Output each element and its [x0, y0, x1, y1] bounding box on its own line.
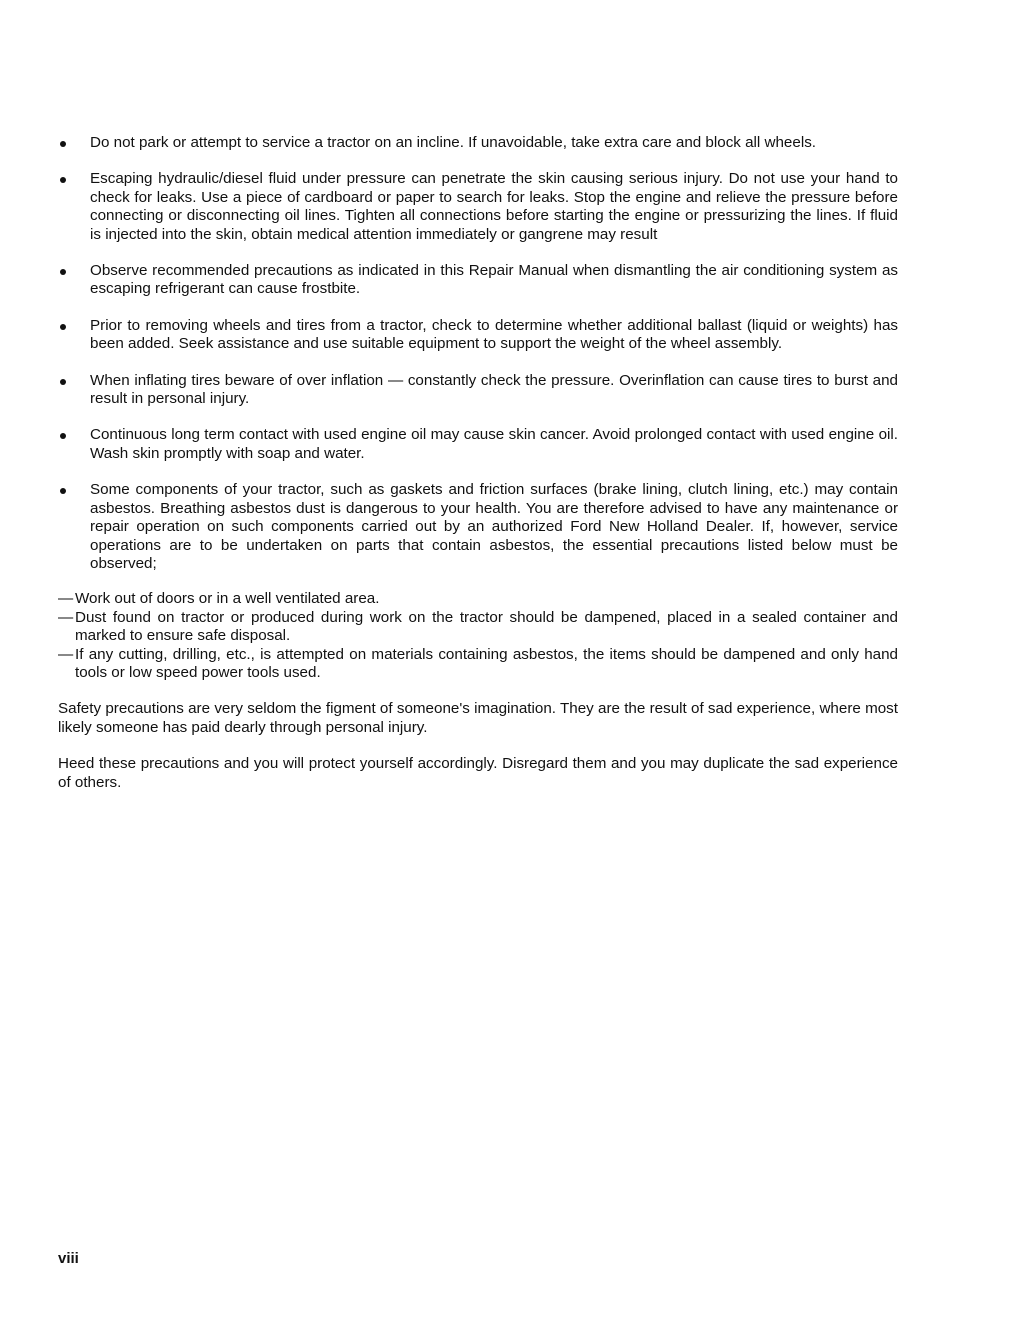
bullet-dot-icon [60, 488, 66, 494]
bullet-text: When inflating tires beware of over inflation — constantly check the pressure. Overinflation can cause tires to burst and result in personal injury. [90, 371, 898, 408]
asbestos-precaution-list [58, 590, 898, 682]
dash-item-hand-tools [58, 646, 898, 683]
safety-precautions-content [58, 134, 898, 792]
dash-item-ventilation [58, 590, 898, 608]
bullet-item-refrigerant [58, 262, 898, 299]
bullet-dot-icon [60, 379, 66, 385]
bullet-dot-icon [60, 141, 66, 147]
bullet-text: Observe recommended precautions as indicated in this Repair Manual when dismantling the air conditioning system as escaping refrigerant can cause frostbite. [90, 262, 898, 298]
dash-mark: — [58, 590, 74, 608]
bullet-dot-icon [60, 324, 66, 330]
bullet-text: Prior to removing wheels and tires from a tractor, check to determine whether additional ballast (liquid or weights) has been added. Seek assistance and use suitable equipment to support the weight of the wheel assembly. [90, 316, 898, 353]
bullet-text: Some components of your tractor, such as gaskets and friction surfaces (brake lining, clutch lining, etc.) may contain asbestos. Breathing asbestos dust is dangerous to your health. You are therefore advised to have any maintenance or repair operation on such components carried out by an authorized Ford New Holland Dealer. If, however, service operations are to be undertaken on parts that contain asbestos, the essential precautions listed below must be observed; [90, 481, 898, 572]
bullet-dot-icon [60, 177, 66, 183]
closing-paragraph-experience: Safety precautions are very seldom the figment of someone's imagination. They are the result of sad experience, where most likely someone has paid dearly through personal injury. [58, 700, 898, 736]
dash-text: Dust found on tractor or produced during work on the tractor should be dampened, placed in a sealed container and marked to ensure safe disposal. [75, 608, 898, 645]
bullet-text: Do not park or attempt to service a tractor on an incline. If unavoidable, take extra care and block all wheels. [90, 134, 817, 151]
bullet-item-hydraulic-fluid [58, 170, 898, 244]
bullet-item-tire-inflation [58, 372, 898, 409]
closing-paragraph-heed: Heed these precautions and you will protect yourself accordingly. Disregard them and you may duplicate the sad experience of others. [58, 755, 898, 791]
bullet-item-asbestos [58, 481, 898, 573]
bullet-item-wheels-ballast [58, 317, 898, 354]
dash-mark: — [58, 608, 74, 626]
bullet-text: Continuous long term contact with used engine oil may cause skin cancer. Avoid prolonged contact with used engine oil. Wash skin promptly with soap and water. [90, 426, 898, 462]
dash-mark: — [58, 645, 74, 663]
bullet-item-engine-oil [58, 426, 898, 463]
bullet-dot-icon [60, 269, 66, 275]
page-number: viii [58, 1250, 79, 1267]
bullet-item-incline [58, 134, 898, 152]
safety-bullet-list [58, 134, 898, 573]
dash-text: Work out of doors or in a well ventilated area. [75, 590, 380, 608]
bullet-dot-icon [60, 433, 66, 439]
dash-text: If any cutting, drilling, etc., is attempted on materials containing asbestos, the items should be dampened and only hand tools or low speed power tools used. [75, 645, 898, 681]
dash-item-dust-disposal [58, 609, 898, 646]
bullet-text: Escaping hydraulic/diesel fluid under pressure can penetrate the skin causing serious injury. Do not use your hand to check for leaks. Use a piece of cardboard or paper to search for leaks. Stop the engine and relieve the pressure before connecting or disconnecting oil lines. Tighten all connections before starting the engine or pressurizing the lines. If fluid is injected into the skin, obtain medical attention immediately or gangrene may result [90, 170, 898, 243]
